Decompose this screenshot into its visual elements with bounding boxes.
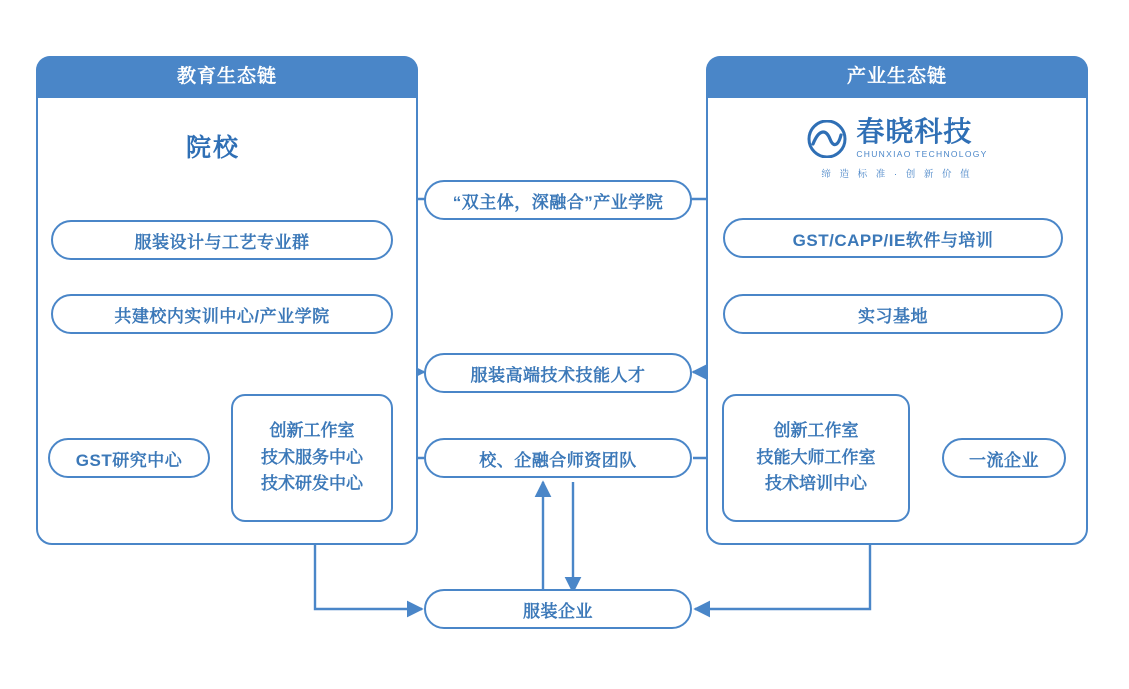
node-garment-enterprise[interactable]: 服装企业 [424,589,692,629]
node-high-end-talents[interactable]: 服装高端技术技能人才 [424,353,692,393]
node-internship-base[interactable]: 实习基地 [723,294,1063,334]
school-center-line-1: 创新工作室 [269,421,355,441]
education-section-title: 院校 [186,134,241,162]
logo-name: 春晓科技 [856,116,973,147]
school-center-line-2: 技术服务中心 [261,447,363,467]
node-major-group[interactable]: 服装设计与工艺专业群 [51,220,393,260]
industry-panel-header: 产业生态链 [706,56,1088,98]
node-school-innovation-centers[interactable] [231,394,393,522]
education-panel-header: 教育生态链 [36,56,418,98]
node-gst-research-center[interactable]: GST研究中心 [48,438,210,478]
node-industry-college[interactable]: “双主体，深融合”产业学院 [424,180,692,220]
node-industry-innovation-centers[interactable] [722,394,910,522]
node-gst-capp-ie-software[interactable]: GST/CAPP/IE软件与培训 [723,218,1063,258]
chunxiao-wave-logo-icon [806,120,848,158]
logo-english: CHUNXIAO TECHNOLOGY [856,149,988,159]
node-school-training-center[interactable]: 共建校内实训中心/产业学院 [51,294,393,334]
chunxiao-logo [805,118,989,180]
industry-center-line-1: 创新工作室 [773,421,859,441]
industry-center-line-2: 技能大师工作室 [756,447,876,467]
school-center-line-3: 技术研发中心 [261,474,363,494]
node-top-enterprise[interactable]: 一流企业 [942,438,1066,478]
node-teacher-team[interactable]: 校、企融合师资团队 [424,438,692,478]
logo-slogan: 缔 造 标 准 · 创 新 价 值 [821,169,973,180]
industry-center-line-3: 技术培训中心 [765,474,867,494]
